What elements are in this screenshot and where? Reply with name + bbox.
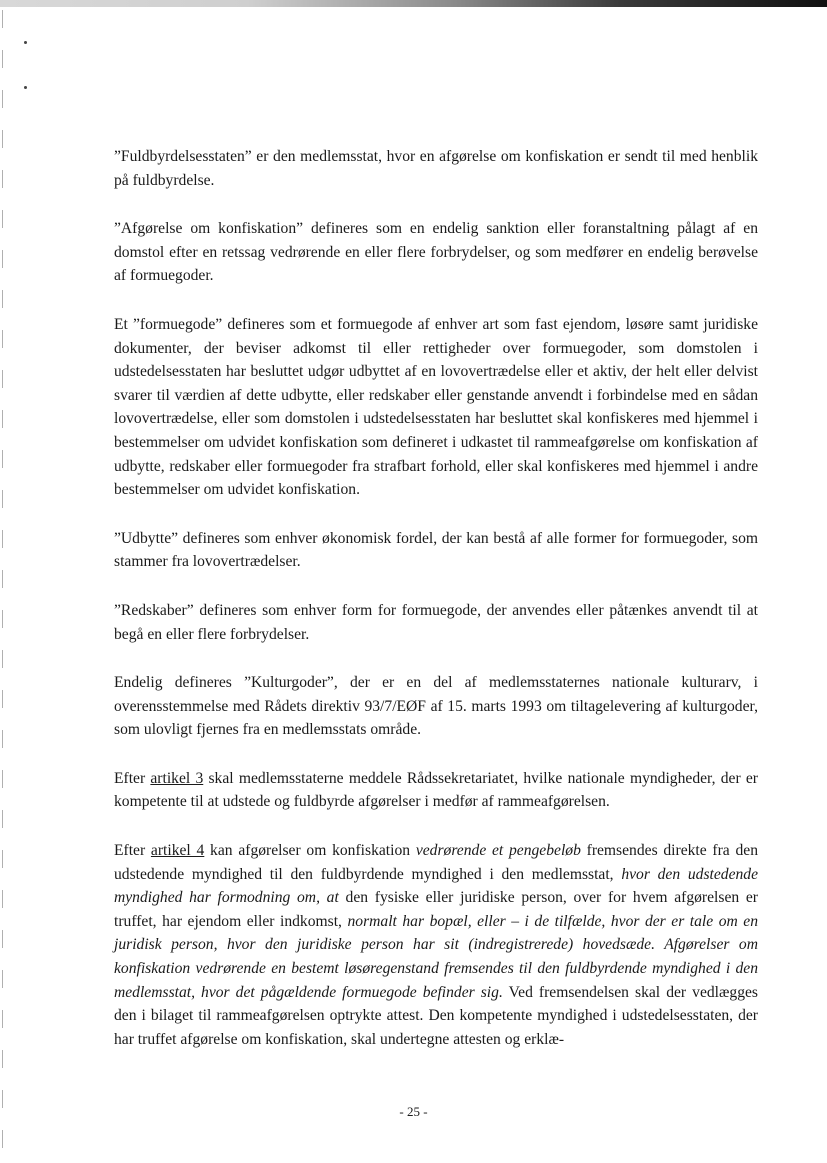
document-body bbox=[114, 145, 758, 1076]
paragraph bbox=[114, 599, 758, 646]
text-run: Efter bbox=[114, 842, 151, 860]
text-run: fremsendes direkte fra den udstedende myndighed til den fuldbyrdende myndighed i den medlemsstat, bbox=[114, 842, 758, 883]
paragraph bbox=[114, 217, 758, 288]
paragraph bbox=[114, 767, 758, 814]
paragraph bbox=[114, 145, 758, 192]
article-reference: artikel 3 bbox=[150, 769, 204, 787]
paragraph bbox=[114, 671, 758, 742]
scan-speck bbox=[24, 86, 27, 89]
text-run: Ved fremsendelsen skal der vedlægges den i bilaget til rammeafgørelsen optrykte attest. Den kompetente myndighed i udstedelsesstaten, der har truffet afgørelse om konfiskation, skal undertegne attesten og erklæ- bbox=[114, 983, 758, 1048]
page-number: - 25 - bbox=[399, 1104, 428, 1119]
text-run: kan afgørelser om konfiskation bbox=[204, 842, 416, 860]
scan-left-edge bbox=[2, 10, 3, 1160]
text-run: Efter bbox=[114, 769, 151, 787]
text-run: skal medlemsstaterne meddele Rådssekretariatet, hvilke nationale myndigheder, der er kompetente til at udstede og fuldbyrde afgørelser i medfør af rammeafgørelsen. bbox=[114, 769, 758, 811]
text-run: Et ”formuegode” defineres som et formuegode af enhver art som fast ejendom, løsøre samt juridiske dokumenter, der beviser adkomst til eller rettigheder over formuegoder, som domstolen i udstedelsesstaten har besluttet udgør udbyttet af en lovovertrædelse eller et aktiv, der helt eller delvist svarer til værdien af dette udbytte, eller redskaber eller genstande anvendt i forbindelse med en sådan lovovertrædelse, eller som domstolen i udstedelsesstaten har besluttet skal konfiskeres med hjemmel i bestemmelser om udvidet konfiskation som defineret i udkastet til rammeafgørelse om konfiskation af udbytte, redskaber eller formuegoder fra strafbart forhold, eller skal konfiskeres med hjemmel i andre bestemmelser om udvidet konfiskation. bbox=[114, 315, 758, 499]
text-run: Endelig defineres ”Kulturgoder”, der er en del af medlemsstaternes nationale kulturarv, i overensstemmelse med Rådets direktiv 93/7/EØF af 15. marts 1993 om tiltagelevering af kulturgoder, som ulovligt fjernes fra en medlemsstats område. bbox=[114, 674, 758, 739]
text-run: ”Fuldbyrdelsesstaten” er den medlemsstat, hvor en afgørelse om konfiskation er sendt til med henblik på fuldbyrdelse. bbox=[114, 148, 758, 189]
text-run: ”Redskaber” defineres som enhver form for formuegode, der anvendes eller påtænkes anvendt til at begå en eller flere forbrydelser. bbox=[114, 601, 758, 643]
scan-speck bbox=[24, 41, 27, 44]
italic-text: vedrørende et pengebeløb bbox=[415, 842, 581, 860]
text-run: den fysiske eller juridiske person, over for hvem afgørelsen er truffet, har ejendom eller indkomst, bbox=[114, 889, 758, 930]
paragraph bbox=[114, 527, 758, 574]
text-run: ”Udbytte” defineres som enhver økonomisk fordel, der kan bestå af alle former for formuegoder, som stammer fra lovovertrædelser. bbox=[114, 529, 758, 571]
scan-top-edge bbox=[0, 0, 827, 7]
italic-text: normalt har bopæl, eller – i de tilfælde, hvor der er tale om en juridisk person, hvor den juridiske person har sit (indregistrerede) hovedsæde. Afgørelser om konfiskation vedrørende en bestemt løsøregenstand fremsendes til den fuldbyrdende myndighed i den medlemsstat, hvor det pågældende formuegode befinder sig. bbox=[114, 912, 758, 1001]
paragraph bbox=[114, 839, 758, 1051]
italic-text: hvor den udstedende myndighed har formodning om, at bbox=[114, 865, 758, 907]
text-run: ”Afgørelse om konfiskation” defineres som en endelig sanktion eller foranstaltning pålagt af en domstol efter en retssag vedrørende en eller flere forbrydelser, og som medfører en endelig berøvelse af formuegoder. bbox=[114, 220, 758, 285]
article-reference: artikel 4 bbox=[150, 842, 205, 860]
paragraph bbox=[114, 313, 758, 502]
